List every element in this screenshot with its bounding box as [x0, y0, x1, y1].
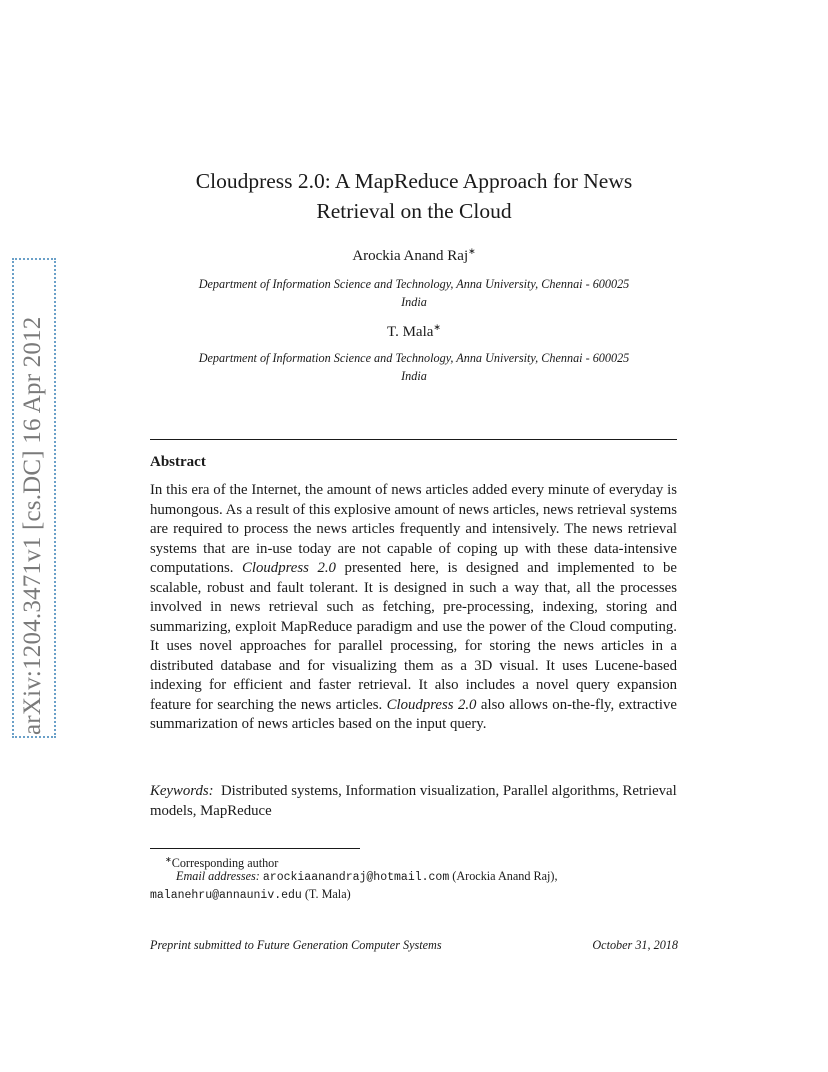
- corresponding-author-label: Corresponding author: [171, 856, 279, 871]
- author-2-country: India: [401, 369, 427, 383]
- footnote-rule: [150, 848, 360, 849]
- author-1-country: India: [401, 295, 427, 309]
- author-2-affiliation: [150, 349, 678, 385]
- preprint-note: Preprint submitted to Future Generation Computer Systems: [150, 938, 442, 952]
- footnote-mark: ∗: [165, 855, 172, 864]
- footnote-emails: [150, 868, 677, 904]
- system-name: Cloudpress 2.0: [242, 560, 336, 576]
- abstract-part-2: presented here, is designed and implemented to be scalable, robust and fault tolerant. It is designed in such a way that, all the processes involved in news retrieval such as fetching, pre-processing, indexing, storing and summarizing, exploit MapReduce paradigm and use the power of the Cloud computing. It uses novel approaches for parallel processing, for storing the news articles in a distributed database and for visualizing them as a 3D visual. It uses Lucene-based indexing for efficient and faster retrieval. It also includes a novel query expansion feature for searching the news articles.: [150, 560, 677, 713]
- email-owner-2: (T. Mala): [304, 887, 351, 901]
- preprint-date: October 31, 2018: [592, 938, 678, 952]
- abstract-heading: Abstract: [150, 454, 206, 470]
- email-owner-1: (Arockia Anand Raj),: [452, 869, 558, 883]
- author-1-mark: ∗: [468, 246, 476, 256]
- system-name-2: Cloudpress 2.0: [386, 696, 477, 713]
- abstract-part-3: also allows on-the-fly, extractive summarization of news articles based on the input query.: [150, 696, 677, 732]
- keywords-text: Distributed systems, Information visualization, Parallel algorithms, Retrieval models, MapReduce: [150, 783, 677, 819]
- email-link-2[interactable]: malanehru@annauniv.edu: [150, 889, 302, 902]
- abstract-top-rule: [150, 439, 677, 440]
- abstract-text: [150, 481, 677, 735]
- paper-title: [150, 166, 678, 226]
- keywords: [150, 782, 677, 821]
- abstract-part-1: In this era of the Internet, the amount of news articles added every minute of everyday is humongous. As a result of this explosive amount of news articles, news retrieval systems are required to process the news articles frequently and intensively. The news retrieval systems that are in-use today are not capable of coping up with these data-intensive computations.: [150, 482, 677, 576]
- author-2-name: T. Mala: [387, 324, 434, 340]
- author-1-department: Department of Information Science and Technology, Anna University, Chennai - 600025: [198, 277, 630, 291]
- author-2: [150, 322, 678, 341]
- email-label: Email addresses:: [176, 869, 260, 883]
- keywords-label: Keywords:: [150, 783, 214, 799]
- author-2-mark: ∗: [433, 322, 441, 332]
- title-line-1: Cloudpress 2.0: A MapReduce Approach for News: [195, 169, 633, 193]
- author-1-name: Arockia Anand Raj: [352, 248, 469, 264]
- title-line-2: Retrieval on the Cloud: [316, 199, 512, 223]
- arxiv-identifier[interactable]: arXiv:1204.3471v1 [cs.DC] 16 Apr 2012: [19, 316, 46, 735]
- email-link-1[interactable]: arockiaanandraj@hotmail.com: [262, 871, 450, 884]
- author-1-affiliation: [150, 275, 678, 311]
- author-2-department: Department of Information Science and Technology, Anna University, Chennai - 600025: [198, 351, 630, 365]
- author-1: [150, 246, 678, 265]
